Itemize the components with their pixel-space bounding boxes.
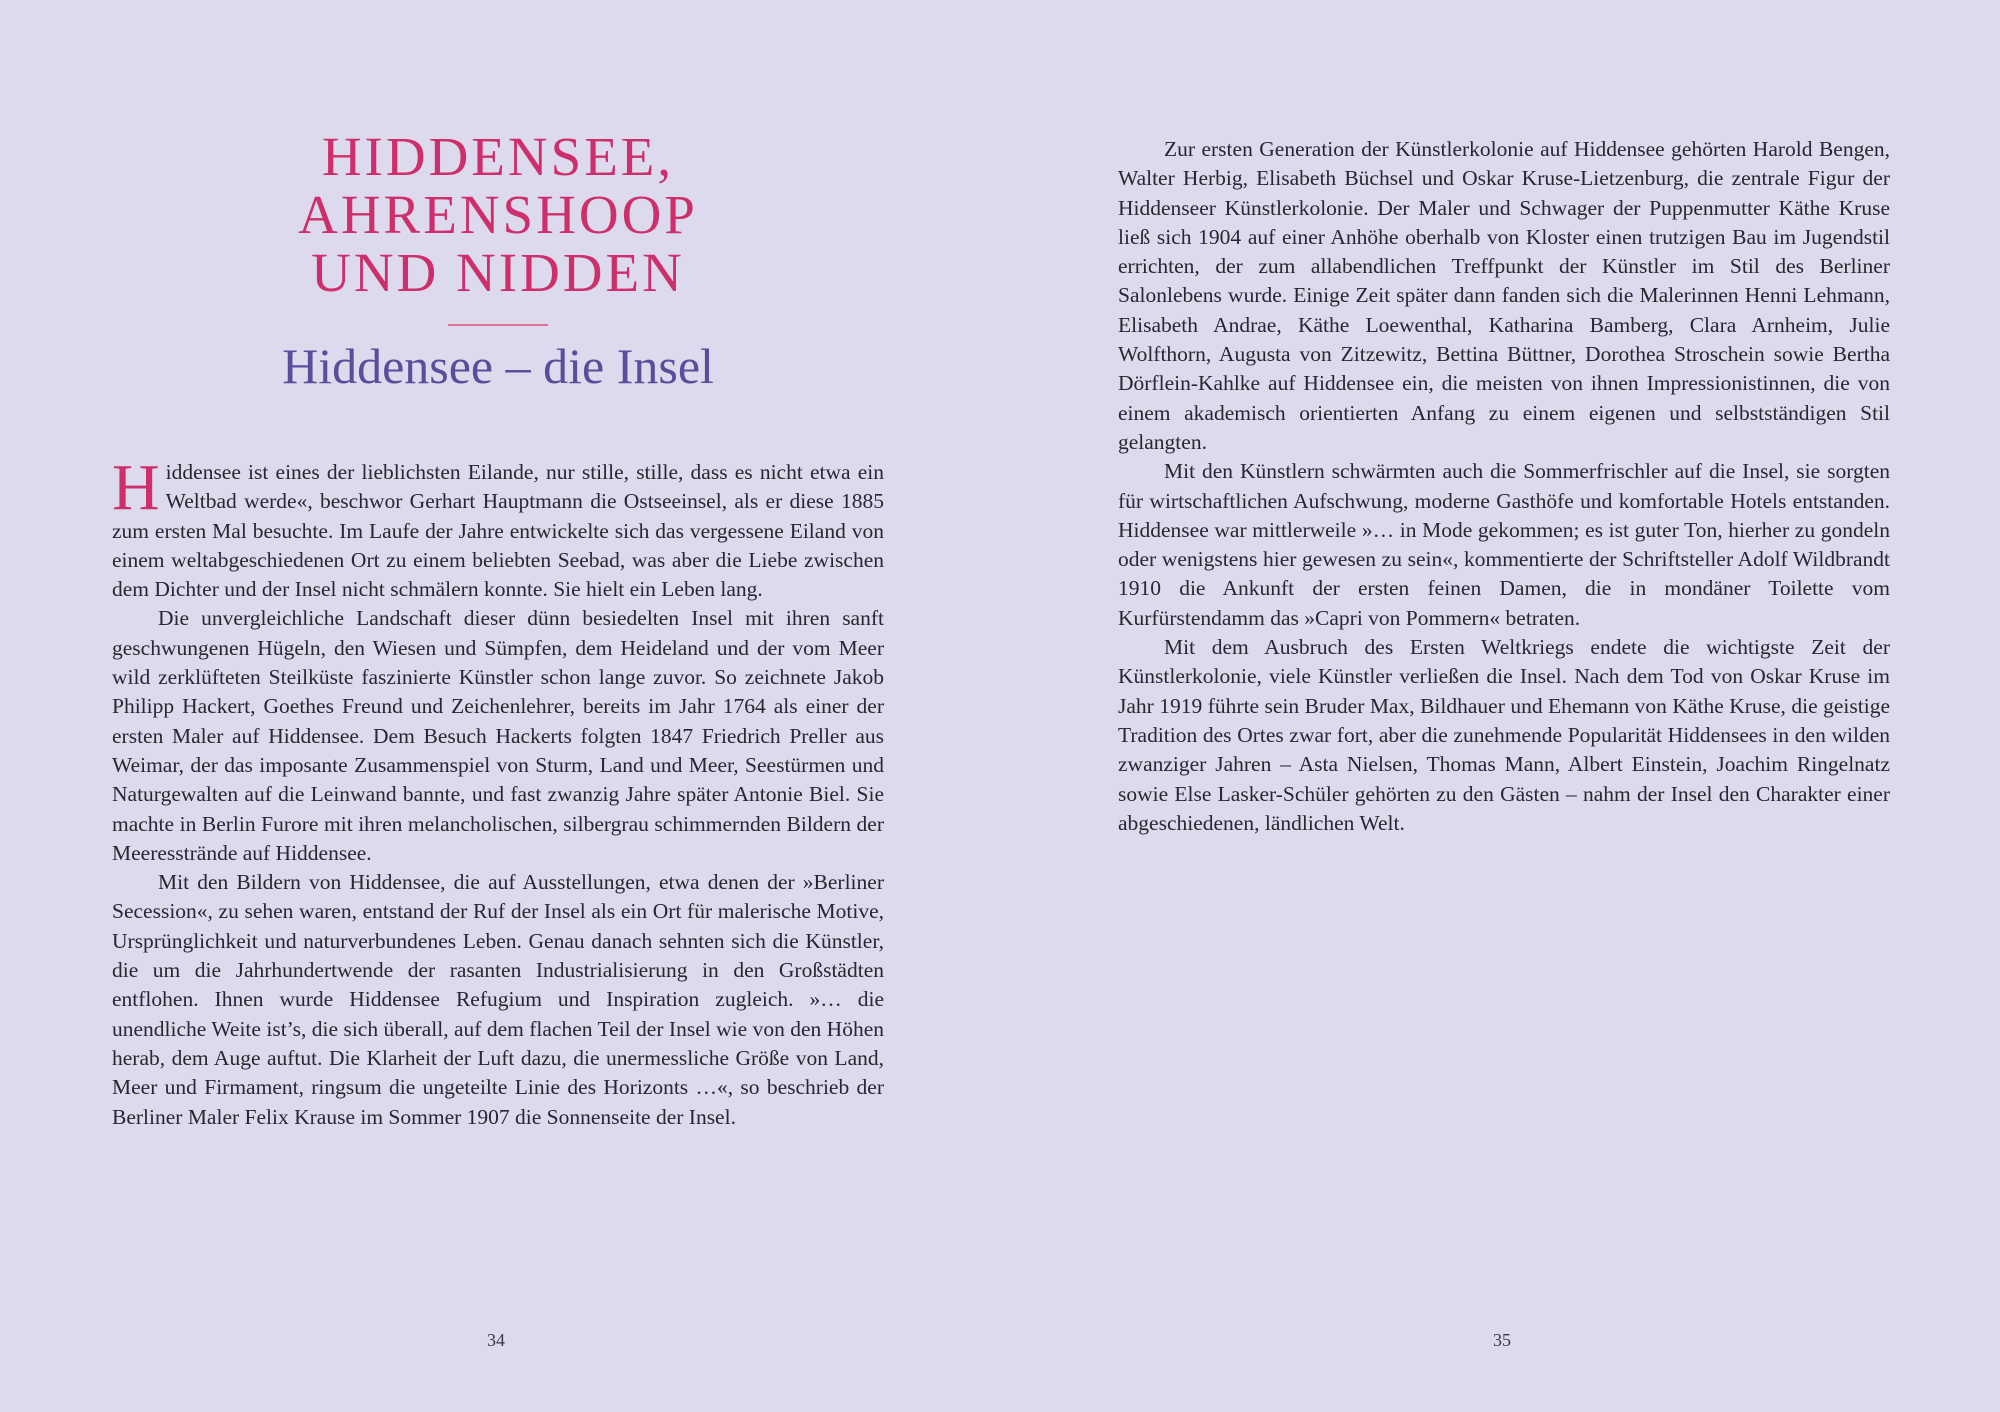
page-number-right: 35: [1493, 1330, 1511, 1350]
chapter-title: [112, 128, 884, 302]
drop-cap: H: [112, 451, 160, 524]
right-page: [1000, 0, 2000, 1412]
paragraph: Mit den Künstlern schwärmten auch die Sommerfrischler auf die Insel, sie sorgten für wirtschaftlichen Aufschwung, moderne Gasthöfe und komfortable Hotels entstanden. Hiddensee war mittlerweile »… in Mode gekommen; es ist guter Ton, hierher zu gondeln oder wenigstens hier gewesen zu sein«, kommentierte der Schriftsteller Adolf Wildbrandt 1910 die Ankunft der ersten feinen Damen, die in mondäner Toilette vom Kurfürstendamm das »Capri von Pommern« betraten.: [1118, 459, 1890, 630]
right-body-text: [1118, 135, 1890, 838]
chapter-title-line: UND NIDDEN: [311, 242, 685, 303]
paragraph: Mit den Bildern von Hiddensee, die auf Ausstellungen, etwa denen der »Berliner Secession«, zu sehen waren, entstand der Ruf der Insel als ein Ort für malerische Motive, Ursprünglichkeit und naturverbundenes Leben. Genau danach sehnten sich die Künstler, die um die Jahrhundertwende der rasanten Industrialisierung in den Großstädten entflohen. Ihnen wurde Hiddensee Refugium und Inspiration zugleich. »… die unendliche Weite ist’s, die sich überall, auf dem flachen Teil der Insel wie von den Höhen herab, dem Auge auftut. Die Klarheit der Luft dazu, die unermessliche Größe von Land, Meer und Firmament, ringsum die ungeteilte Linie des Horizonts …«, so beschrieb der Berliner Maler Felix Krause im Sommer 1907 die Sonnenseite der Insel.: [112, 870, 884, 1129]
paragraph: Die unvergleichliche Landschaft dieser dünn besiedelten Insel mit ihren sanft geschwungenen Hügeln, den Wiesen und Sümpfen, dem Heideland und der vom Meer wild zerklüfteten Steilküste faszinierte Künstler schon lange zuvor. So zeichnete Jakob Philipp Hackert, Goethes Freund und Zeichenlehrer, bereits im Jahr 1764 als einer der ersten Maler auf Hiddensee. Dem Besuch Hackerts folgten 1847 Friedrich Preller aus Weimar, der das imposante Zusammenspiel von Sturm, Land und Meer, Seestürmen und Naturgewalten auf die Leinwand bannte, und fast zwanzig Jahre später Antonie Biel. Sie machte in Berlin Furore mit ihren melancholischen, silbergrau schimmernden Bildern der Meeresstrände auf Hiddensee.: [112, 606, 884, 865]
title-divider: [448, 324, 548, 326]
section-subtitle: Hiddensee – die Insel: [282, 338, 714, 394]
chapter-title-line: HIDDENSEE,: [321, 126, 675, 187]
left-body-text: [112, 451, 884, 1132]
page-number-left: 34: [487, 1330, 505, 1350]
paragraph: Mit dem Ausbruch des Ersten Weltkriegs endete die wichtigste Zeit der Künstlerkolonie, viele Künstler verließen die Insel. Nach dem Tod von Oskar Kruse im Jahr 1919 führte sein Bruder Max, Bildhauer und Ehemann von Käthe Kruse, die geistige Tradition des Ortes zwar fort, aber die zunehmende Popularität Hiddensees in den wilden zwanziger Jahren – Asta Nielsen, Thomas Mann, Albert Einstein, Joachim Ringelnatz sowie Else Lasker-Schüler gehörten zu den Gästen – nahm der Insel den Charakter einer abgeschiedenen, ländlichen Welt.: [1118, 635, 1890, 835]
paragraph: [112, 451, 884, 604]
paragraph-text: iddensee ist eines der lieblichsten Eilande, nur stille, stille, dass es nicht etwa ein Weltbad werde«, beschwor Gerhart Hauptmann die Ostseeinsel, als er diese 1885 zum ersten Mal besuchte. Im Laufe der Jahre entwickelte sich das vergessene Eiland von einem weltabgeschiedenen Ort zu einem beliebten Seebad, was aber die Liebe zwischen dem Dichter und der Insel nicht schmälern konnte. Sie hielt ein Leben lang.: [112, 460, 884, 602]
paragraph: Zur ersten Generation der Künstlerkolonie auf Hiddensee gehörten Harold Bengen, Walter Herbig, Elisabeth Büchsel und Oskar Kruse-Lietzenburg, die zentrale Figur der Hiddenseer Künstlerkolonie. Der Maler und Schwager der Puppenmutter Käthe Kruse ließ sich 1904 auf einer Anhöhe oberhalb von Kloster einen trutzigen Bau im Jugendstil errichten, der zum allabendlichen Treffpunkt der Künstler im Stil des Berliner Salonlebens wurde. Einige Zeit später dann fanden sich die Malerinnen Henni Lehmann, Elisabeth Andrae, Käthe Loewenthal, Katharina Bamberg, Clara Arnheim, Julie Wolfthorn, Augusta von Zitzewitz, Bettina Büttner, Dorothea Stroschein sowie Bertha Dörflein-Kahlke auf Hiddensee ein, die meisten von ihnen Impressionistinnen, die von einem akademisch orientierten Anfang zu einem eigenen und selbstständigen Stil gelangten.: [1118, 137, 1890, 454]
chapter-title-line: AHRENSHOOP: [298, 184, 698, 245]
